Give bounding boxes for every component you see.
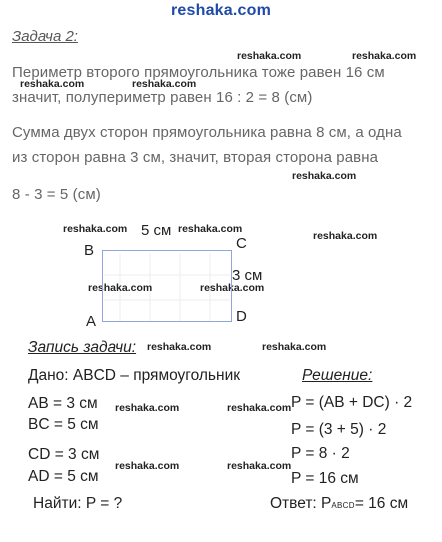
solution-step: P = (3 + 5) · 2 [291, 421, 387, 438]
find-line: Найти: P = ? [33, 495, 123, 512]
watermark: reshaka.com [227, 402, 292, 414]
site-header-link[interactable]: reshaka.com [170, 2, 272, 19]
answer-value: = 16 см [354, 495, 409, 512]
explanation-line: Периметр второго прямоугольника тоже равен 16 см [12, 64, 385, 81]
given-cd: CD = 3 см [28, 446, 100, 463]
watermark: reshaka.com [352, 50, 417, 62]
watermark: reshaka.com [262, 341, 327, 353]
explanation-line: Сумма двух сторон прямоугольника равна 8 см, а одна [12, 124, 402, 141]
solution-step: P = 16 см [291, 470, 359, 487]
record-title: Запись задачи: [28, 339, 137, 356]
explanation-line: 8 - 3 = 5 (см) [12, 186, 101, 203]
watermark: reshaka.com [200, 282, 265, 294]
watermark: reshaka.com [20, 78, 85, 90]
watermark: reshaka.com [147, 341, 212, 353]
solution-step: P = (AB + DC) · 2 [291, 394, 413, 411]
vertex-a: A [86, 313, 97, 330]
explanation-line: из сторон равна 3 см, значит, вторая сторона равна [12, 149, 379, 166]
solution-title: Решение: [302, 367, 373, 384]
given-ad: AD = 5 см [28, 468, 99, 485]
watermark: reshaka.com [88, 282, 153, 294]
vertex-d: D [236, 308, 247, 325]
watermark: reshaka.com [313, 230, 378, 242]
watermark: reshaka.com [178, 223, 243, 235]
watermark: reshaka.com [227, 460, 292, 472]
watermark: reshaka.com [132, 78, 197, 90]
solution-step: P = 8 · 2 [291, 445, 350, 462]
rectangle-abcd [102, 250, 232, 322]
given-line: Дано: ABCD – прямоугольник [28, 367, 241, 384]
side-label-right: 3 см [232, 267, 263, 284]
vertex-b: B [84, 242, 95, 259]
answer-subscript: ABCD [331, 501, 355, 510]
given-bc: BC = 5 см [28, 416, 99, 433]
watermark: reshaka.com [115, 460, 180, 472]
vertex-c: C [236, 235, 247, 252]
watermark: reshaka.com [115, 402, 180, 414]
given-ab: AB = 3 см [28, 395, 98, 412]
task-title: Задача 2: [12, 28, 78, 45]
watermark: reshaka.com [292, 170, 357, 182]
answer-line [270, 495, 408, 513]
answer-prefix: Ответ: P [270, 495, 332, 512]
side-label-top: 5 см [141, 222, 172, 239]
watermark: reshaka.com [237, 50, 302, 62]
explanation-line: значит, полупериметр равен 16 : 2 = 8 (см) [12, 89, 313, 106]
watermark: reshaka.com [63, 223, 128, 235]
